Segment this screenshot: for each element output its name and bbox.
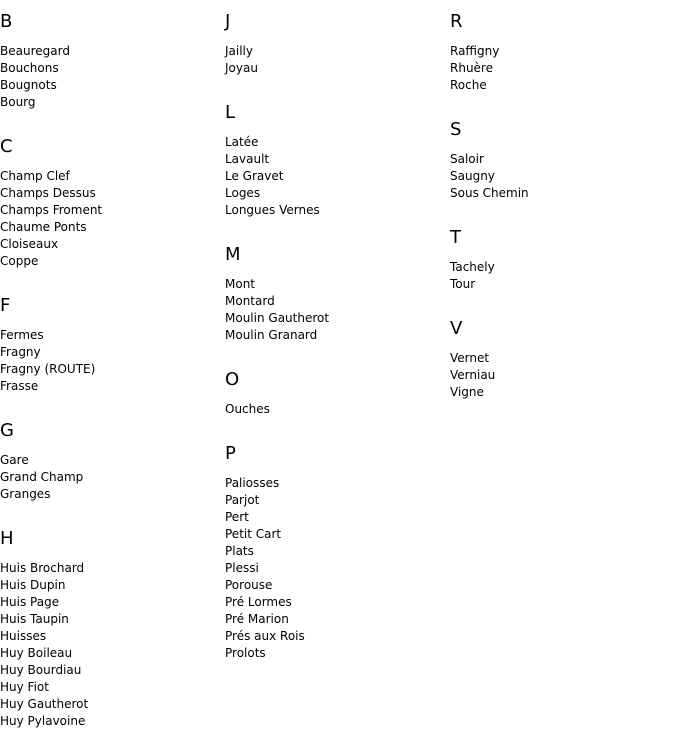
index-column [0, 9, 225, 753]
place-name-item: Longues Vernes [225, 203, 320, 217]
place-name-item: Montard [225, 294, 275, 308]
place-name-item: Bourg [0, 95, 36, 109]
letter-section [0, 293, 225, 395]
place-name-item: Huy Bourdiau [0, 663, 82, 677]
letter-section [450, 9, 675, 94]
place-name-item: Petit Cart [225, 527, 282, 541]
place-name-item: Verniau [450, 368, 496, 382]
section-letter-heading: C [0, 136, 13, 157]
place-name-item: Moulin Gautherot [225, 311, 330, 325]
place-name-item: Latée [225, 135, 259, 149]
place-name-item: Fragny (ROUTE) [0, 362, 96, 376]
place-name-item: Pert [225, 510, 249, 524]
section-letter-heading: G [0, 420, 14, 441]
place-name-list [0, 327, 225, 395]
place-name-item: Grand Champ [0, 470, 84, 484]
place-name-list [225, 43, 450, 77]
place-name-item: Chaume Ponts [0, 220, 87, 234]
place-name-item: Ouches [225, 402, 270, 416]
place-name-item: Champs Froment [0, 203, 103, 217]
place-name-item: Huy Boileau [0, 646, 73, 660]
place-name-list [450, 151, 675, 202]
place-name-item: Joyau [225, 61, 258, 75]
place-name-item: Vernet [450, 351, 490, 365]
place-name-item: Champ Clef [0, 169, 70, 183]
place-name-item: Huy Fiot [0, 680, 49, 694]
place-name-list [0, 452, 225, 503]
section-letter-heading: O [225, 369, 240, 390]
place-name-item: Porouse [225, 578, 273, 592]
place-name-item: Tachely [450, 260, 495, 274]
section-letter-heading: F [0, 295, 11, 316]
place-name-item: Huis Dupin [0, 578, 66, 592]
letter-section [450, 316, 675, 401]
place-name-item: Roche [450, 78, 487, 92]
place-name-item: Fragny [0, 345, 41, 359]
place-name-item: Pré Marion [225, 612, 289, 626]
place-name-item: Sous Chemin [450, 186, 529, 200]
section-letter-heading: T [450, 227, 461, 248]
section-letter-heading: J [225, 11, 231, 32]
letter-section [0, 134, 225, 270]
place-name-item: Huy Gautherot [0, 697, 89, 711]
place-name-item: Pré Lormes [225, 595, 292, 609]
section-letter-heading: V [450, 318, 463, 339]
place-name-item: Le Gravet [225, 169, 284, 183]
place-name-item: Cloiseaux [0, 237, 59, 251]
place-name-list [225, 475, 450, 662]
place-name-list [450, 350, 675, 401]
section-letter-heading: M [225, 244, 241, 265]
place-name-item: Huy Pylavoine [0, 714, 86, 728]
place-name-list [0, 43, 225, 111]
place-name-item: Mont [225, 277, 256, 291]
letter-section [0, 9, 225, 111]
place-name-item: Rhuère [450, 61, 493, 75]
index-column [225, 9, 450, 685]
place-name-item: Champs Dessus [0, 186, 96, 200]
place-name-item: Granges [0, 487, 51, 501]
index-column [450, 9, 675, 424]
section-letter-heading: S [450, 119, 462, 140]
letter-section [225, 441, 450, 662]
section-letter-heading: L [225, 102, 236, 123]
place-name-item: Huis Taupin [0, 612, 69, 626]
place-name-item: Paliosses [225, 476, 280, 490]
place-name-item: Bougnots [0, 78, 57, 92]
place-name-item: Vigne [450, 385, 484, 399]
letter-section [225, 367, 450, 418]
place-name-item: Huisses [0, 629, 47, 643]
section-letter-heading: P [225, 443, 236, 464]
place-name-item: Huis Brochard [0, 561, 85, 575]
place-name-item: Frasse [0, 379, 39, 393]
place-name-item: Moulin Granard [225, 328, 318, 342]
place-name-item: Plessi [225, 561, 259, 575]
place-name-item: Lavault [225, 152, 270, 166]
place-name-item: Saloir [450, 152, 484, 166]
section-letter-heading: B [0, 11, 13, 32]
section-letter-heading: R [450, 11, 463, 32]
place-name-item: Prolots [225, 646, 266, 660]
letter-section [225, 242, 450, 344]
place-name-item: Coppe [0, 254, 39, 268]
place-name-item: Prés aux Rois [225, 629, 305, 643]
place-name-item: Fermes [0, 328, 44, 342]
place-name-item: Gare [0, 453, 29, 467]
place-name-list [225, 276, 450, 344]
letter-section [0, 526, 225, 730]
place-name-list [450, 43, 675, 94]
place-name-item: Huis Page [0, 595, 60, 609]
letter-section [225, 100, 450, 219]
place-name-item: Raffigny [450, 44, 500, 58]
place-name-list [0, 560, 225, 730]
place-name-list [225, 401, 450, 418]
letter-section [0, 418, 225, 503]
place-name-item: Tour [450, 277, 476, 291]
place-name-list [450, 259, 675, 293]
place-name-item: Bouchons [0, 61, 59, 75]
place-name-list [225, 134, 450, 219]
place-name-item: Plats [225, 544, 254, 558]
place-name-item: Saugny [450, 169, 495, 183]
letter-section [450, 117, 675, 202]
place-name-item: Parjot [225, 493, 260, 507]
letter-section [450, 225, 675, 293]
letter-section [225, 9, 450, 77]
section-letter-heading: H [0, 528, 14, 549]
place-name-item: Beauregard [0, 44, 70, 58]
place-name-item: Jailly [225, 44, 253, 58]
place-name-item: Loges [225, 186, 261, 200]
place-name-list [0, 168, 225, 270]
